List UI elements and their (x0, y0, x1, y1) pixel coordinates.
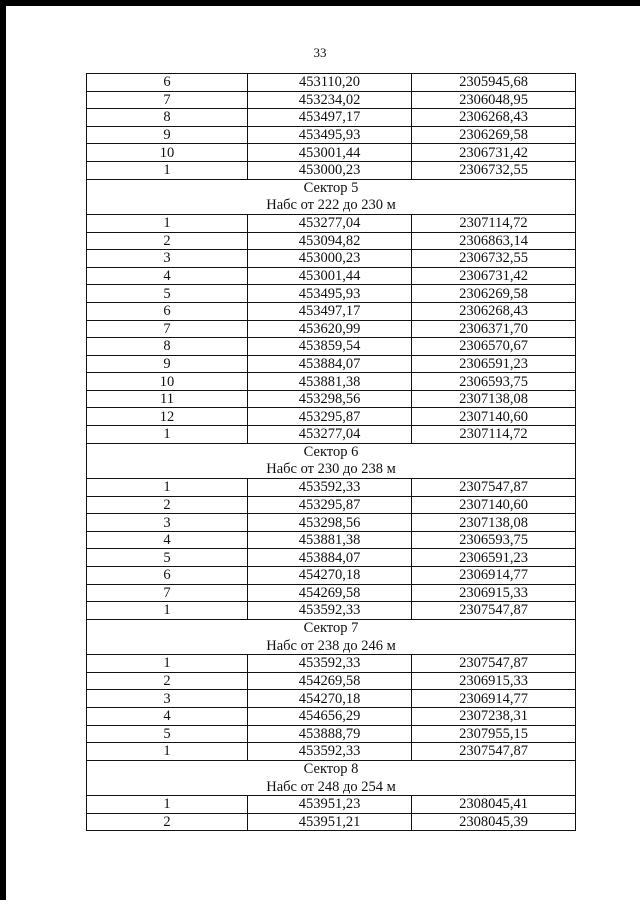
y-coordinate-cell: 2306863,14 (412, 232, 576, 250)
x-coordinate-cell: 453497,17 (248, 302, 412, 320)
table-row (87, 743, 576, 761)
x-coordinate-cell: 453881,38 (248, 531, 412, 549)
table-row (87, 690, 576, 708)
sector-range-row (87, 461, 576, 479)
coordinates-table-body (87, 74, 576, 831)
point-number-cell: 9 (87, 355, 248, 373)
y-coordinate-cell: 2306731,42 (412, 267, 576, 285)
sector-title: Сектор 6 (87, 443, 576, 461)
x-coordinate-cell: 453592,33 (248, 479, 412, 497)
x-coordinate-cell: 454269,58 (248, 672, 412, 690)
point-number-cell: 3 (87, 514, 248, 532)
y-coordinate-cell: 2307138,08 (412, 390, 576, 408)
table-row (87, 91, 576, 109)
y-coordinate-cell: 2308045,41 (412, 796, 576, 814)
y-coordinate-cell: 2306269,58 (412, 126, 576, 144)
sector-title-row (87, 179, 576, 197)
table-row (87, 285, 576, 303)
y-coordinate-cell: 2307547,87 (412, 479, 576, 497)
point-number-cell: 5 (87, 285, 248, 303)
point-number-cell: 7 (87, 320, 248, 338)
y-coordinate-cell: 2307140,60 (412, 408, 576, 426)
table-row (87, 672, 576, 690)
point-number-cell: 7 (87, 91, 248, 109)
point-number-cell: 1 (87, 796, 248, 814)
x-coordinate-cell: 454270,18 (248, 567, 412, 585)
table-row (87, 655, 576, 673)
point-number-cell: 11 (87, 390, 248, 408)
sector-elevation-range: Набс от 238 до 246 м (87, 637, 576, 655)
point-number-cell: 6 (87, 567, 248, 585)
scan-edge-top (0, 0, 640, 6)
table-row (87, 161, 576, 179)
table-row (87, 302, 576, 320)
x-coordinate-cell: 453295,87 (248, 408, 412, 426)
y-coordinate-cell: 2307138,08 (412, 514, 576, 532)
point-number-cell: 4 (87, 707, 248, 725)
point-number-cell: 1 (87, 602, 248, 620)
point-number-cell: 1 (87, 161, 248, 179)
table-row (87, 126, 576, 144)
point-number-cell: 1 (87, 655, 248, 673)
x-coordinate-cell: 453495,93 (248, 126, 412, 144)
table-row (87, 796, 576, 814)
x-coordinate-cell: 453888,79 (248, 725, 412, 743)
table-row (87, 707, 576, 725)
y-coordinate-cell: 2306915,33 (412, 672, 576, 690)
y-coordinate-cell: 2306371,70 (412, 320, 576, 338)
table-row (87, 338, 576, 356)
table-row (87, 725, 576, 743)
y-coordinate-cell: 2306732,55 (412, 250, 576, 268)
table-row (87, 214, 576, 232)
y-coordinate-cell: 2306914,77 (412, 567, 576, 585)
y-coordinate-cell: 2306591,23 (412, 355, 576, 373)
y-coordinate-cell: 2307114,72 (412, 426, 576, 444)
point-number-cell: 7 (87, 584, 248, 602)
x-coordinate-cell: 453859,54 (248, 338, 412, 356)
x-coordinate-cell: 453000,23 (248, 250, 412, 268)
point-number-cell: 6 (87, 74, 248, 92)
table-row (87, 602, 576, 620)
table-row (87, 109, 576, 127)
point-number-cell: 3 (87, 250, 248, 268)
table-row (87, 584, 576, 602)
y-coordinate-cell: 2306593,75 (412, 531, 576, 549)
point-number-cell: 2 (87, 232, 248, 250)
sector-elevation-range: Набс от 222 до 230 м (87, 197, 576, 215)
y-coordinate-cell: 2306731,42 (412, 144, 576, 162)
point-number-cell: 2 (87, 496, 248, 514)
point-number-cell: 5 (87, 725, 248, 743)
point-number-cell: 3 (87, 690, 248, 708)
y-coordinate-cell: 2306570,67 (412, 338, 576, 356)
point-number-cell: 4 (87, 267, 248, 285)
table-row (87, 267, 576, 285)
x-coordinate-cell: 453001,44 (248, 267, 412, 285)
sector-title: Сектор 7 (87, 619, 576, 637)
table-row (87, 355, 576, 373)
table-row (87, 567, 576, 585)
y-coordinate-cell: 2306048,95 (412, 91, 576, 109)
x-coordinate-cell: 453295,87 (248, 496, 412, 514)
y-coordinate-cell: 2307547,87 (412, 655, 576, 673)
x-coordinate-cell: 453592,33 (248, 602, 412, 620)
table-row (87, 74, 576, 92)
x-coordinate-cell: 453277,04 (248, 426, 412, 444)
point-number-cell: 9 (87, 126, 248, 144)
x-coordinate-cell: 453884,07 (248, 355, 412, 373)
y-coordinate-cell: 2307547,87 (412, 602, 576, 620)
table-row (87, 496, 576, 514)
table-row (87, 408, 576, 426)
x-coordinate-cell: 454656,29 (248, 707, 412, 725)
y-coordinate-cell: 2306593,75 (412, 373, 576, 391)
y-coordinate-cell: 2307114,72 (412, 214, 576, 232)
y-coordinate-cell: 2306268,43 (412, 302, 576, 320)
x-coordinate-cell: 453001,44 (248, 144, 412, 162)
y-coordinate-cell: 2306915,33 (412, 584, 576, 602)
sector-elevation-range: Набс от 230 до 238 м (87, 461, 576, 479)
x-coordinate-cell: 453951,23 (248, 796, 412, 814)
page-number: 33 (313, 45, 327, 60)
y-coordinate-cell: 2307238,31 (412, 707, 576, 725)
x-coordinate-cell: 453495,93 (248, 285, 412, 303)
point-number-cell: 8 (87, 109, 248, 127)
table-row (87, 373, 576, 391)
table-row (87, 426, 576, 444)
x-coordinate-cell: 453592,33 (248, 655, 412, 673)
table-row (87, 232, 576, 250)
point-number-cell: 2 (87, 813, 248, 831)
x-coordinate-cell: 453951,21 (248, 813, 412, 831)
sector-range-row (87, 197, 576, 215)
sector-title: Сектор 5 (87, 179, 576, 197)
scan-edge-left (0, 0, 6, 900)
y-coordinate-cell: 2308045,39 (412, 813, 576, 831)
y-coordinate-cell: 2306591,23 (412, 549, 576, 567)
x-coordinate-cell: 453094,82 (248, 232, 412, 250)
sector-title-row (87, 760, 576, 778)
y-coordinate-cell: 2305945,68 (412, 74, 576, 92)
sector-elevation-range: Набс от 248 до 254 м (87, 778, 576, 796)
sector-range-row (87, 778, 576, 796)
table-row (87, 549, 576, 567)
table-row (87, 514, 576, 532)
table-row (87, 479, 576, 497)
x-coordinate-cell: 453884,07 (248, 549, 412, 567)
coordinates-table (86, 73, 576, 831)
y-coordinate-cell: 2306268,43 (412, 109, 576, 127)
sector-title-row (87, 443, 576, 461)
y-coordinate-cell: 2307547,87 (412, 743, 576, 761)
x-coordinate-cell: 453110,20 (248, 74, 412, 92)
point-number-cell: 10 (87, 144, 248, 162)
point-number-cell: 1 (87, 743, 248, 761)
point-number-cell: 8 (87, 338, 248, 356)
sector-title: Сектор 8 (87, 760, 576, 778)
point-number-cell: 2 (87, 672, 248, 690)
x-coordinate-cell: 454269,58 (248, 584, 412, 602)
point-number-cell: 5 (87, 549, 248, 567)
point-number-cell: 1 (87, 479, 248, 497)
sector-title-row (87, 619, 576, 637)
point-number-cell: 4 (87, 531, 248, 549)
table-row (87, 144, 576, 162)
x-coordinate-cell: 453592,33 (248, 743, 412, 761)
point-number-cell: 1 (87, 214, 248, 232)
point-number-cell: 10 (87, 373, 248, 391)
point-number-cell: 12 (87, 408, 248, 426)
y-coordinate-cell: 2306269,58 (412, 285, 576, 303)
x-coordinate-cell: 453000,23 (248, 161, 412, 179)
x-coordinate-cell: 453234,02 (248, 91, 412, 109)
y-coordinate-cell: 2307140,60 (412, 496, 576, 514)
table-row (87, 390, 576, 408)
x-coordinate-cell: 453298,56 (248, 390, 412, 408)
table-row (87, 531, 576, 549)
x-coordinate-cell: 453881,38 (248, 373, 412, 391)
x-coordinate-cell: 454270,18 (248, 690, 412, 708)
x-coordinate-cell: 453620,99 (248, 320, 412, 338)
y-coordinate-cell: 2307955,15 (412, 725, 576, 743)
x-coordinate-cell: 453277,04 (248, 214, 412, 232)
y-coordinate-cell: 2306914,77 (412, 690, 576, 708)
x-coordinate-cell: 453497,17 (248, 109, 412, 127)
point-number-cell: 6 (87, 302, 248, 320)
y-coordinate-cell: 2306732,55 (412, 161, 576, 179)
table-row (87, 813, 576, 831)
table-row (87, 250, 576, 268)
x-coordinate-cell: 453298,56 (248, 514, 412, 532)
sector-range-row (87, 637, 576, 655)
table-row (87, 320, 576, 338)
point-number-cell: 1 (87, 426, 248, 444)
